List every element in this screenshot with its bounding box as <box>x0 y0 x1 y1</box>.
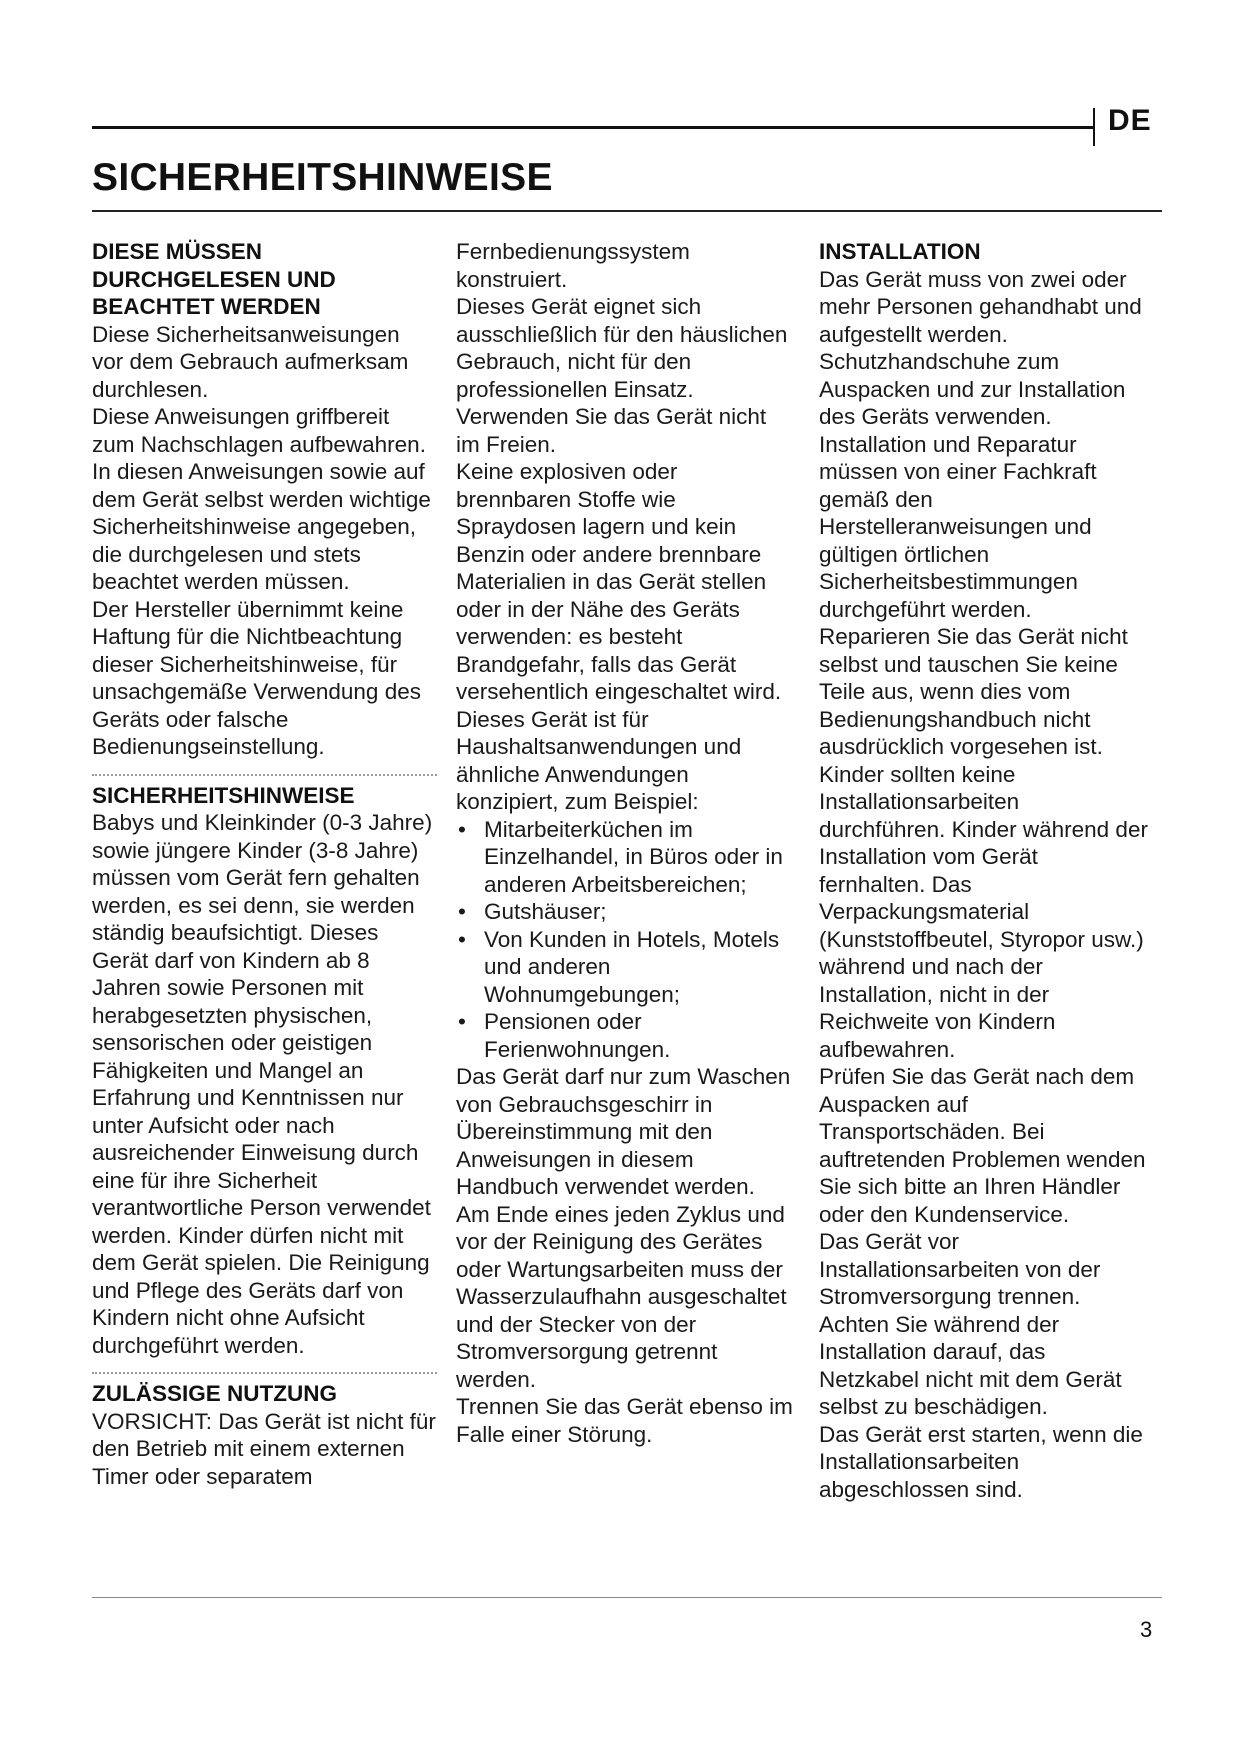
language-code: DE <box>1108 104 1152 137</box>
bullet-icon: • <box>458 899 466 924</box>
paragraph: Reparieren Sie das Gerät nicht selbst und tauschen Sie keine Teile aus, wenn dies vom Bedienungshandbuch nicht ausdrücklich vorgesehen ist. <box>819 624 1128 759</box>
language-marker <box>1093 108 1095 146</box>
paragraph: Das Gerät darf nur zum Waschen von Gebrauchsgeschirr in Übereinstimmung mit den Anweisungen in diesem Handbuch verwendet werden. <box>456 1064 791 1199</box>
list-item-text: Mitarbeiterküchen im Einzelhandel, in Büros oder in anderen Arbeitsbereichen; <box>484 816 783 897</box>
paragraph: Das Gerät erst starten, wenn die Installationsarbeiten abgeschlossen sind. <box>819 1421 1143 1502</box>
paragraph: Installation und Reparatur müssen von einer Fachkraft gemäß den Herstelleranweisungen und gültigen örtlichen Sicherheitsbestimmungen durchgeführt werden. <box>819 431 1097 622</box>
section-heading-safety: SICHERHEITSHINWEISE <box>92 782 355 808</box>
title-rule <box>92 210 1162 212</box>
paragraph: Das Gerät muss von zwei oder mehr Personen gehandhabt und aufgestellt werden. <box>819 266 1142 347</box>
bullet-icon: • <box>458 1009 466 1034</box>
dotted-separator <box>92 1372 437 1374</box>
bullet-icon: • <box>458 926 466 952</box>
paragraph: Kinder sollten keine Installationsarbeiten durchführen. Kinder während der Installation vom Gerät fernhalten. Das Verpackungsmaterial (Kunststoffbeutel, Styropor usw.) während und nach der Installation, nicht in der Reichweite von Kindern aufbewahren. <box>819 761 1148 1062</box>
paragraph: Diese Sicherheitsanweisungen vor dem Gebrauch aufmerksam durchlesen. <box>92 321 409 402</box>
paragraph: Dieses Gerät ist für Haushaltsanwendungen und ähnliche Anwendungen konzipiert, zum Beispiel: <box>456 706 742 814</box>
paragraph: Achten Sie während der Installation darauf, das Netzkabel nicht mit dem Gerät selbst zu beschädigen. <box>819 1311 1122 1419</box>
header-rule <box>92 126 1094 129</box>
list-item-text: Gutshäuser; <box>484 899 607 924</box>
list-item <box>456 1008 796 1063</box>
paragraph: Trennen Sie das Gerät ebenso im Falle einer Störung. <box>456 1394 793 1447</box>
column-left <box>92 238 437 1490</box>
paragraph: Der Hersteller übernimmt keine Haftung für die Nichtbeachtung dieser Sicherheitshinweise, für unsachgemäße Verwendung des Geräts oder falsche Bedienungseinstellung. <box>92 596 421 759</box>
column-middle <box>456 238 796 1448</box>
paragraph: Prüfen Sie das Gerät nach dem Auspacken auf Transportschäden. Bei auftretenden Problemen wenden Sie sich bitte an Ihren Händler oder den Kundenservice. <box>819 1064 1146 1227</box>
page-number: 3 <box>1140 1617 1153 1642</box>
list-item <box>456 926 796 1009</box>
footer-rule <box>92 1597 1162 1598</box>
paragraph: Fernbedienungssystem konstruiert. <box>456 239 690 292</box>
section-heading-installation: INSTALLATION <box>819 239 981 264</box>
page-title: SICHERHEITSHINWEISE <box>92 156 553 199</box>
list-item <box>456 816 796 899</box>
paragraph: In diesen Anweisungen sowie auf dem Gerät selbst werden wichtige Sicherheitshinweise angegeben, die durchgelesen und stets beachtet werden müssen. <box>92 459 431 594</box>
bullet-icon: • <box>458 816 466 842</box>
list-item <box>456 898 796 926</box>
paragraph: Dieses Gerät eignet sich ausschließlich für den häuslichen Gebrauch, nicht für den professionellen Einsatz. <box>456 294 788 402</box>
paragraph: Babys und Kleinkinder (0-3 Jahre) sowie jüngere Kinder (3-8 Jahre) müssen vom Gerät fern gehalten werden, es sei denn, sie werden ständig beaufsichtigt. Dieses Gerät darf von Kindern ab 8 Jahren sowie Personen mit herabgesetzten physischen, sensorischen oder geistigen Fähigkeiten und Mangel an Erfahrung und Kenntnissen nur unter Aufsicht oder nach ausreichender Einweisung durch eine für ihre Sicherheit verantwortliche Person verwendet werden. Kinder dürfen nicht mit dem Gerät spielen. Die Reinigung und Pflege des Geräts darf von Kindern nicht ohne Aufsicht durchgeführt werden. <box>92 810 433 1358</box>
list-item-text: Pensionen oder Ferienwohnungen. <box>484 1009 671 1062</box>
dotted-separator <box>92 774 437 776</box>
paragraph: Verwenden Sie das Gerät nicht im Freien. <box>456 404 767 457</box>
paragraph: Schutzhandschuhe zum Auspacken und zur Installation des Geräts verwenden. <box>819 349 1126 429</box>
section-heading-read-observe: DIESE MÜSSEN DURCHGELESEN UND BEACHTET WERDEN <box>92 239 336 319</box>
section-heading-permitted-use: ZULÄSSIGE NUTZUNG <box>92 1381 337 1406</box>
paragraph: Keine explosiven oder brennbaren Stoffe wie Spraydosen lagern und kein Benzin oder andere brennbare Materialien in das Gerät stellen oder in der Nähe des Geräts verwenden: es besteht Brandgefahr, falls das Gerät versehentlich eingeschaltet wird. <box>456 459 782 704</box>
list-item-text: Von Kunden in Hotels, Motels und anderen Wohnumgebungen; <box>484 926 780 1007</box>
paragraph: VORSICHT: Das Gerät ist nicht für den Betrieb mit einem externen Timer oder separatem <box>92 1408 436 1489</box>
paragraph: Diese Anweisungen griffbereit zum Nachschlagen aufbewahren. <box>92 404 426 457</box>
paragraph: Das Gerät vor Installationsarbeiten von der Stromversorgung trennen. <box>819 1229 1101 1309</box>
paragraph: Am Ende eines jeden Zyklus und vor der Reinigung des Gerätes oder Wartungsarbeiten muss der Wasserzulaufhahn ausgeschaltet und der Stecker von der Stromversorgung getrennt werden. <box>456 1201 787 1392</box>
column-right <box>819 238 1149 1503</box>
